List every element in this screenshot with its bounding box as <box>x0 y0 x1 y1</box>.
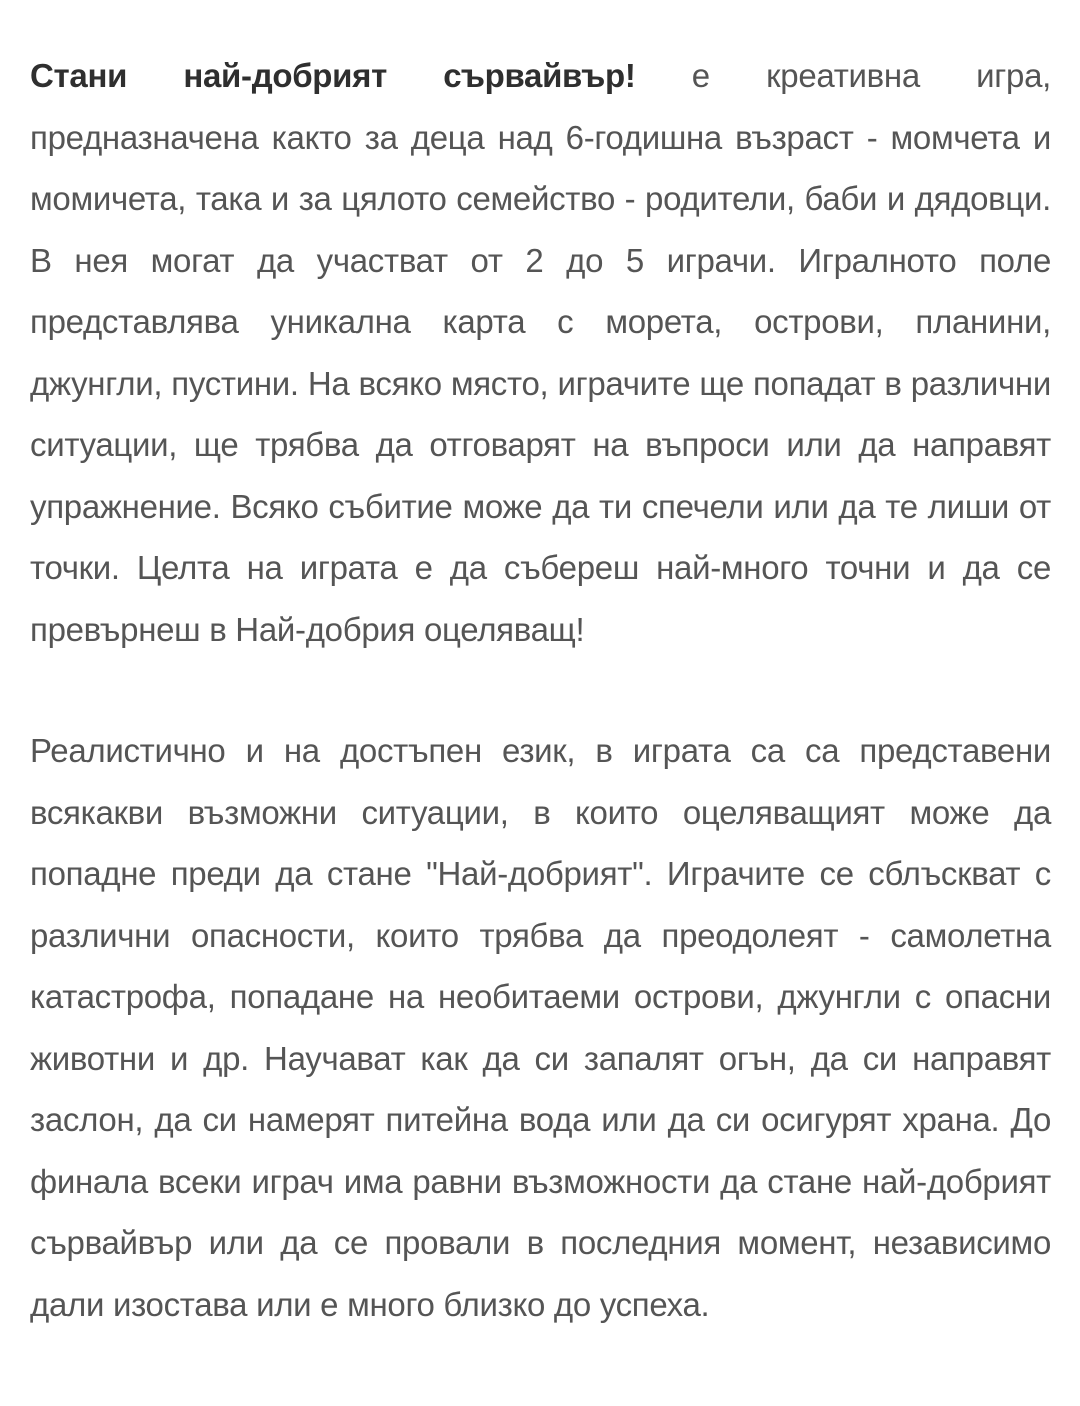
paragraph-description: Реалистично и на достъпен език, в играта са са представени всякакви възможни ситуации, в които оцеляващият може да попадне преди да стане "Най-добрият". Играчите се сблъскват с различни опасности, които трябва да преодолеят - самолетна катастрофа, попадане на необитаеми острови, джунгли с опасни животни и др. Научават как да си запалят огън, да си направят заслон, да си намерят питейна вода или да си осигурят храна. До финала всеки играч има равни възможности да стане най-добрият сървайвър или да се провали в последния момент, независимо дали изостава или е много близко до успеха. <box>30 732 1051 1323</box>
game-title-bold: Стани най-добрият сървайвър! <box>30 57 636 94</box>
paragraph-intro <box>30 45 1051 660</box>
article-text <box>30 45 1051 1335</box>
paragraph-intro-body: е креативна игра, предназначена както за деца над 6-годишна възраст - момчета и момичета, така и за цялото семейство - родители, баби и дядовци. В нея могат да участват от 2 до 5 играчи. Игралното поле представлява уникална карта с морета, острови, планини, джунгли, пустини. На всяко място, играчите ще попадат в различни ситуации, ще трябва да отговарят на въпроси или да направят упражнение. Всяко събитие може да ти спечели или да те лиши от точки. Целта на играта е да събереш най-много точни и да се превърнеш в Най-добрия оцеляващ! <box>30 57 1051 648</box>
